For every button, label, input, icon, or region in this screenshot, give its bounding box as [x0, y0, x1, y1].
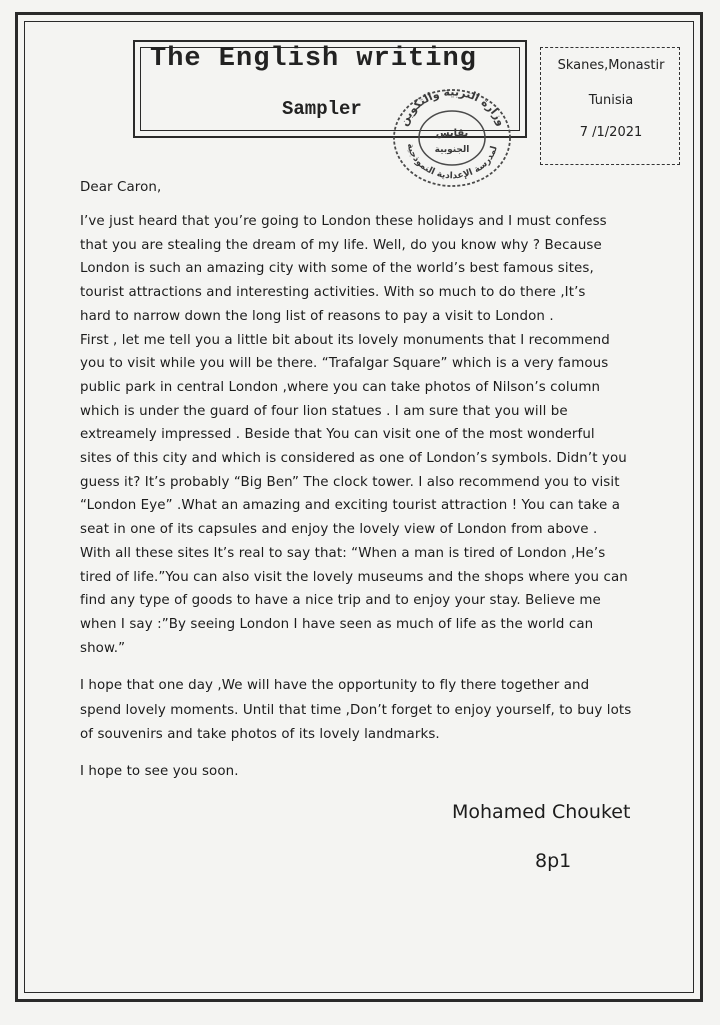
letter-line: extreamely impressed . Beside that You can visit one of the most wonderful: [80, 427, 595, 443]
address-date: 7 /1/2021: [579, 125, 643, 140]
letter-closing-line: of souvenirs and take photos of its lovely landmarks.: [80, 727, 440, 742]
letter-line: seat in one of its capsules and enjoy the lovely view of London from above .: [80, 522, 598, 538]
letter-line: when I say :”By seeing London I have seen as much of life as the world can: [80, 616, 594, 632]
address-city: Skanes,Monastir: [557, 58, 665, 73]
letter-line: London is such an amazing city with some of the world’s best famous sites,: [80, 261, 594, 277]
address-country: Tunisia: [588, 93, 634, 108]
letter-line: “London Eye” .What an amazing and exciting tourist attraction ! You can take a: [80, 498, 621, 514]
stamp-center-bottom: الجنوبية: [434, 145, 470, 155]
stamp-ring-text-bottom: لمدرسة الإعدادية النموذجية: [404, 142, 500, 182]
letter-line: guess it? It’s probably “Big Ben” The clock tower. I also recommend you to visit: [80, 474, 620, 490]
letter-line: tired of life.”You can also visit the lovely museums and the shops where you can: [80, 569, 628, 585]
signature-class: 8p1: [535, 850, 572, 872]
letter-salutation: Dear Caron,: [80, 180, 162, 195]
letter-line: First , let me tell you a little bit about its lovely monuments that I recommend: [80, 332, 610, 348]
letter-closing-line: I hope that one day ,We will have the opportunity to fly there together and: [80, 678, 590, 693]
letter-line: I’ve just heard that you’re going to London these holidays and I must confess: [80, 214, 607, 229]
letter-line: show.”: [80, 640, 126, 656]
signature-name: Mohamed Chouket: [452, 801, 631, 823]
letter-line: which is under the guard of four lion statues . I am sure that you will be: [80, 403, 568, 419]
stamp-ring-text-top: وزارة التربية والتكوين: [396, 85, 509, 128]
page-title: The English writing: [150, 44, 477, 74]
letter-closing-line: spend lovely moments. Until that time ,Don’t forget to enjoy yourself, to buy lots: [80, 702, 632, 718]
address-box: [540, 47, 680, 165]
letter-line: hard to narrow down the long list of reasons to pay a visit to London .: [80, 308, 554, 324]
letter-line: tourist attractions and interesting activities. With so much to do there ,It’s: [80, 285, 586, 301]
letter-line: With all these sites It’s real to say that: “When a man is tired of London ,He’s: [80, 545, 606, 561]
school-stamp: [390, 80, 515, 188]
letter-line: you to visit while you will be there. “Trafalgar Square” which is a very famous: [80, 356, 609, 372]
letter-farewell: I hope to see you soon.: [80, 764, 239, 779]
letter-line: that you are stealing the dream of my life. Well, do you know why ? Because: [80, 237, 602, 253]
stamp-center-top: بقابس: [435, 128, 469, 139]
letter-line: sites of this city and which is considered as one of London’s symbols. Didn’t you: [80, 451, 627, 466]
letter-line: public park in central London ,where you can take photos of Nilson’s column: [80, 379, 601, 395]
letter-line: find any type of goods to have a nice trip and to enjoy your stay. Believe me: [80, 593, 601, 609]
page-subtitle: Sampler: [282, 98, 362, 120]
